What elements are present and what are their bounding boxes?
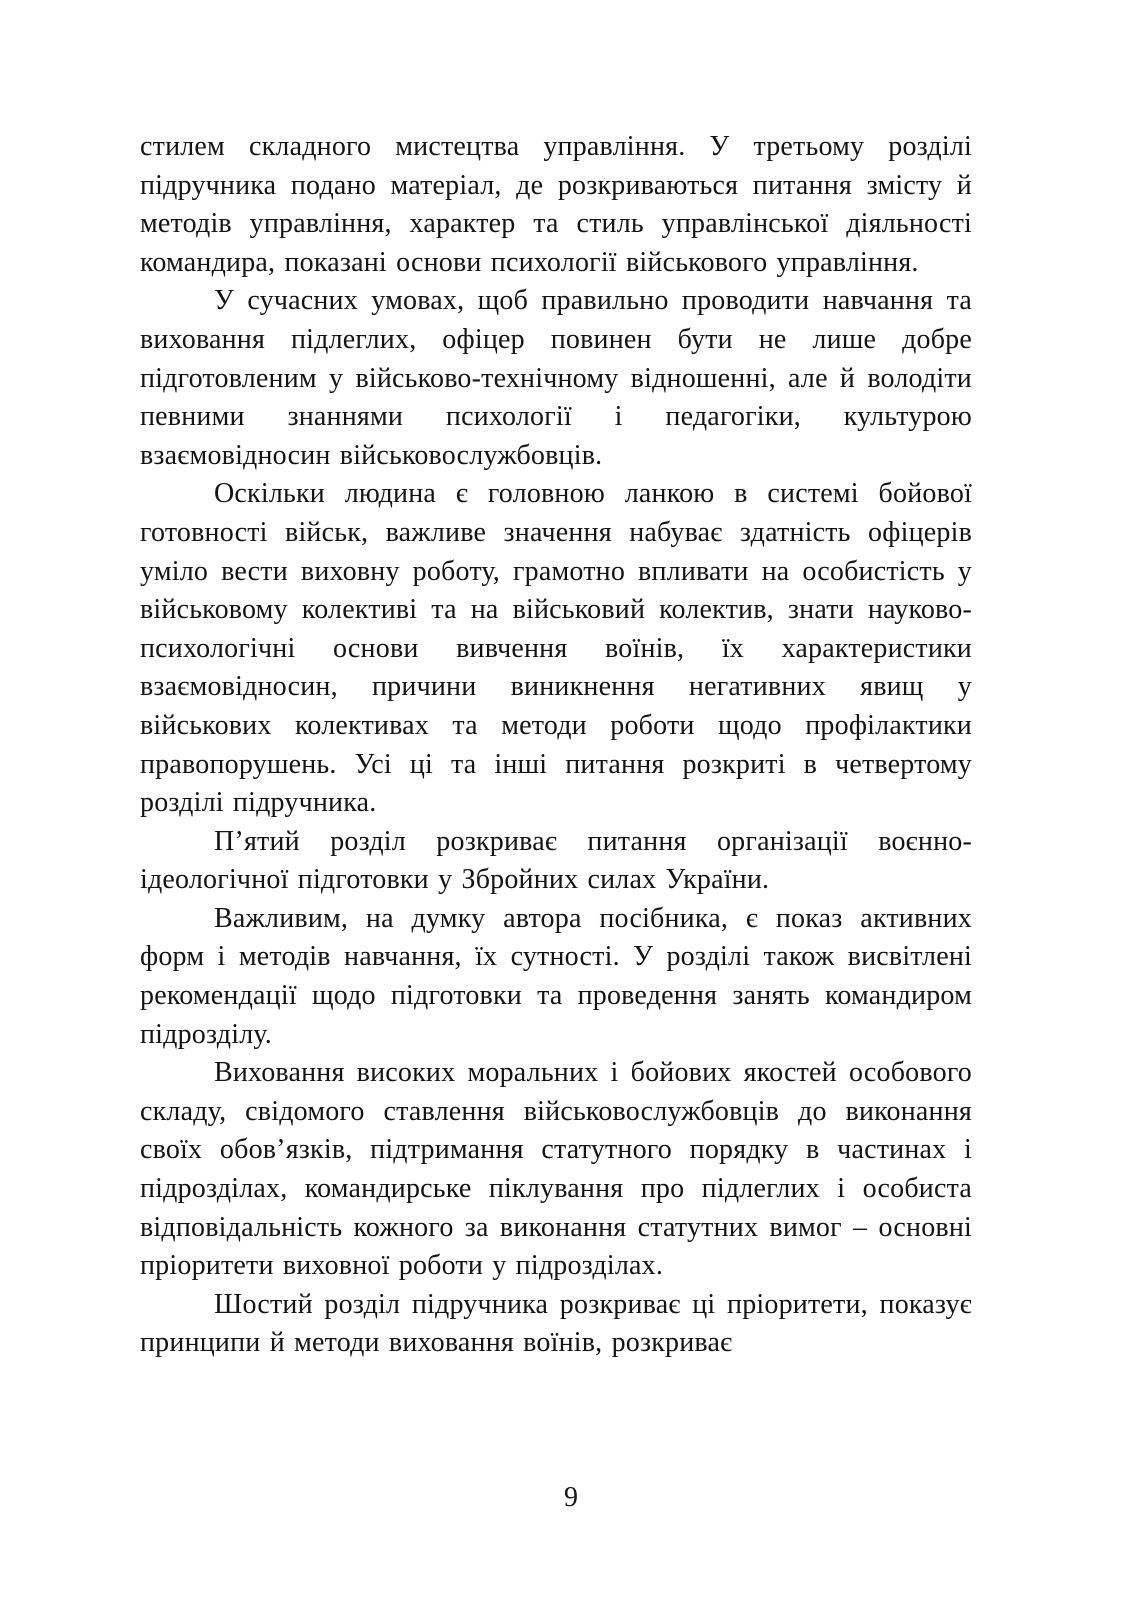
paragraph: П’ятий розділ розкриває питання організації воєнно-ідеологічної підготовки у Збройних силах України.	[140, 825, 972, 896]
paragraph-continued: стилем складного мистецтва управління. У третьому розділі підручника подано матеріал, де розкриваються питання змісту й методів управління, характер та стиль управлінської діяльності командира, показані основи психології військового управління.	[140, 131, 972, 278]
page-number: 9	[564, 1482, 578, 1513]
paragraph: Оскільки людина є головною ланкою в системі бойової готовності військ, важливе значення набуває здатність офіцерів уміло вести виховну роботу, грамотно впливати на особистість у військовому колективі та на військовий колектив, знати науково-психологічні основи вивчення воїнів, їх характеристики взаємовідносин, причини виникнення негативних явищ у військових колективах та методи роботи щодо профілактики правопорушень. Усі ці та інші питання розкриті в четвертому розділі підручника.	[140, 478, 972, 819]
paragraph: Шостий розділ підручника розкриває ці пріоритети, показує принципи й методи виховання воїнів, розкриває	[140, 1288, 972, 1359]
page-text-block	[140, 128, 972, 1363]
paragraph: У сучасних умовах, щоб правильно проводити навчання та виховання підлеглих, офіцер повинен бути не лише добре підготовленим у військово-технічному відношенні, але й володіти певними знаннями психології і педагогіки, культурою взаємовідносин військовослужбовців.	[140, 285, 972, 471]
paragraph: Важливим, на думку автора посібника, є показ активних форм і методів навчання, їх сутності. У розділі також висвітлені рекомендації щодо підготовки та проведення занять командиром підрозділу.	[140, 902, 972, 1050]
paragraph: Виховання високих моральних і бойових якостей особового складу, свідомого ставлення військовослужбовців до виконання своїх обов’язків, підтримання статутного порядку в частинах і підрозділах, командирське піклування про підлеглих і особиста відповідальність кожного за виконання статутних вимог – основні пріоритети виховної роботи у підрозділах.	[140, 1057, 972, 1282]
